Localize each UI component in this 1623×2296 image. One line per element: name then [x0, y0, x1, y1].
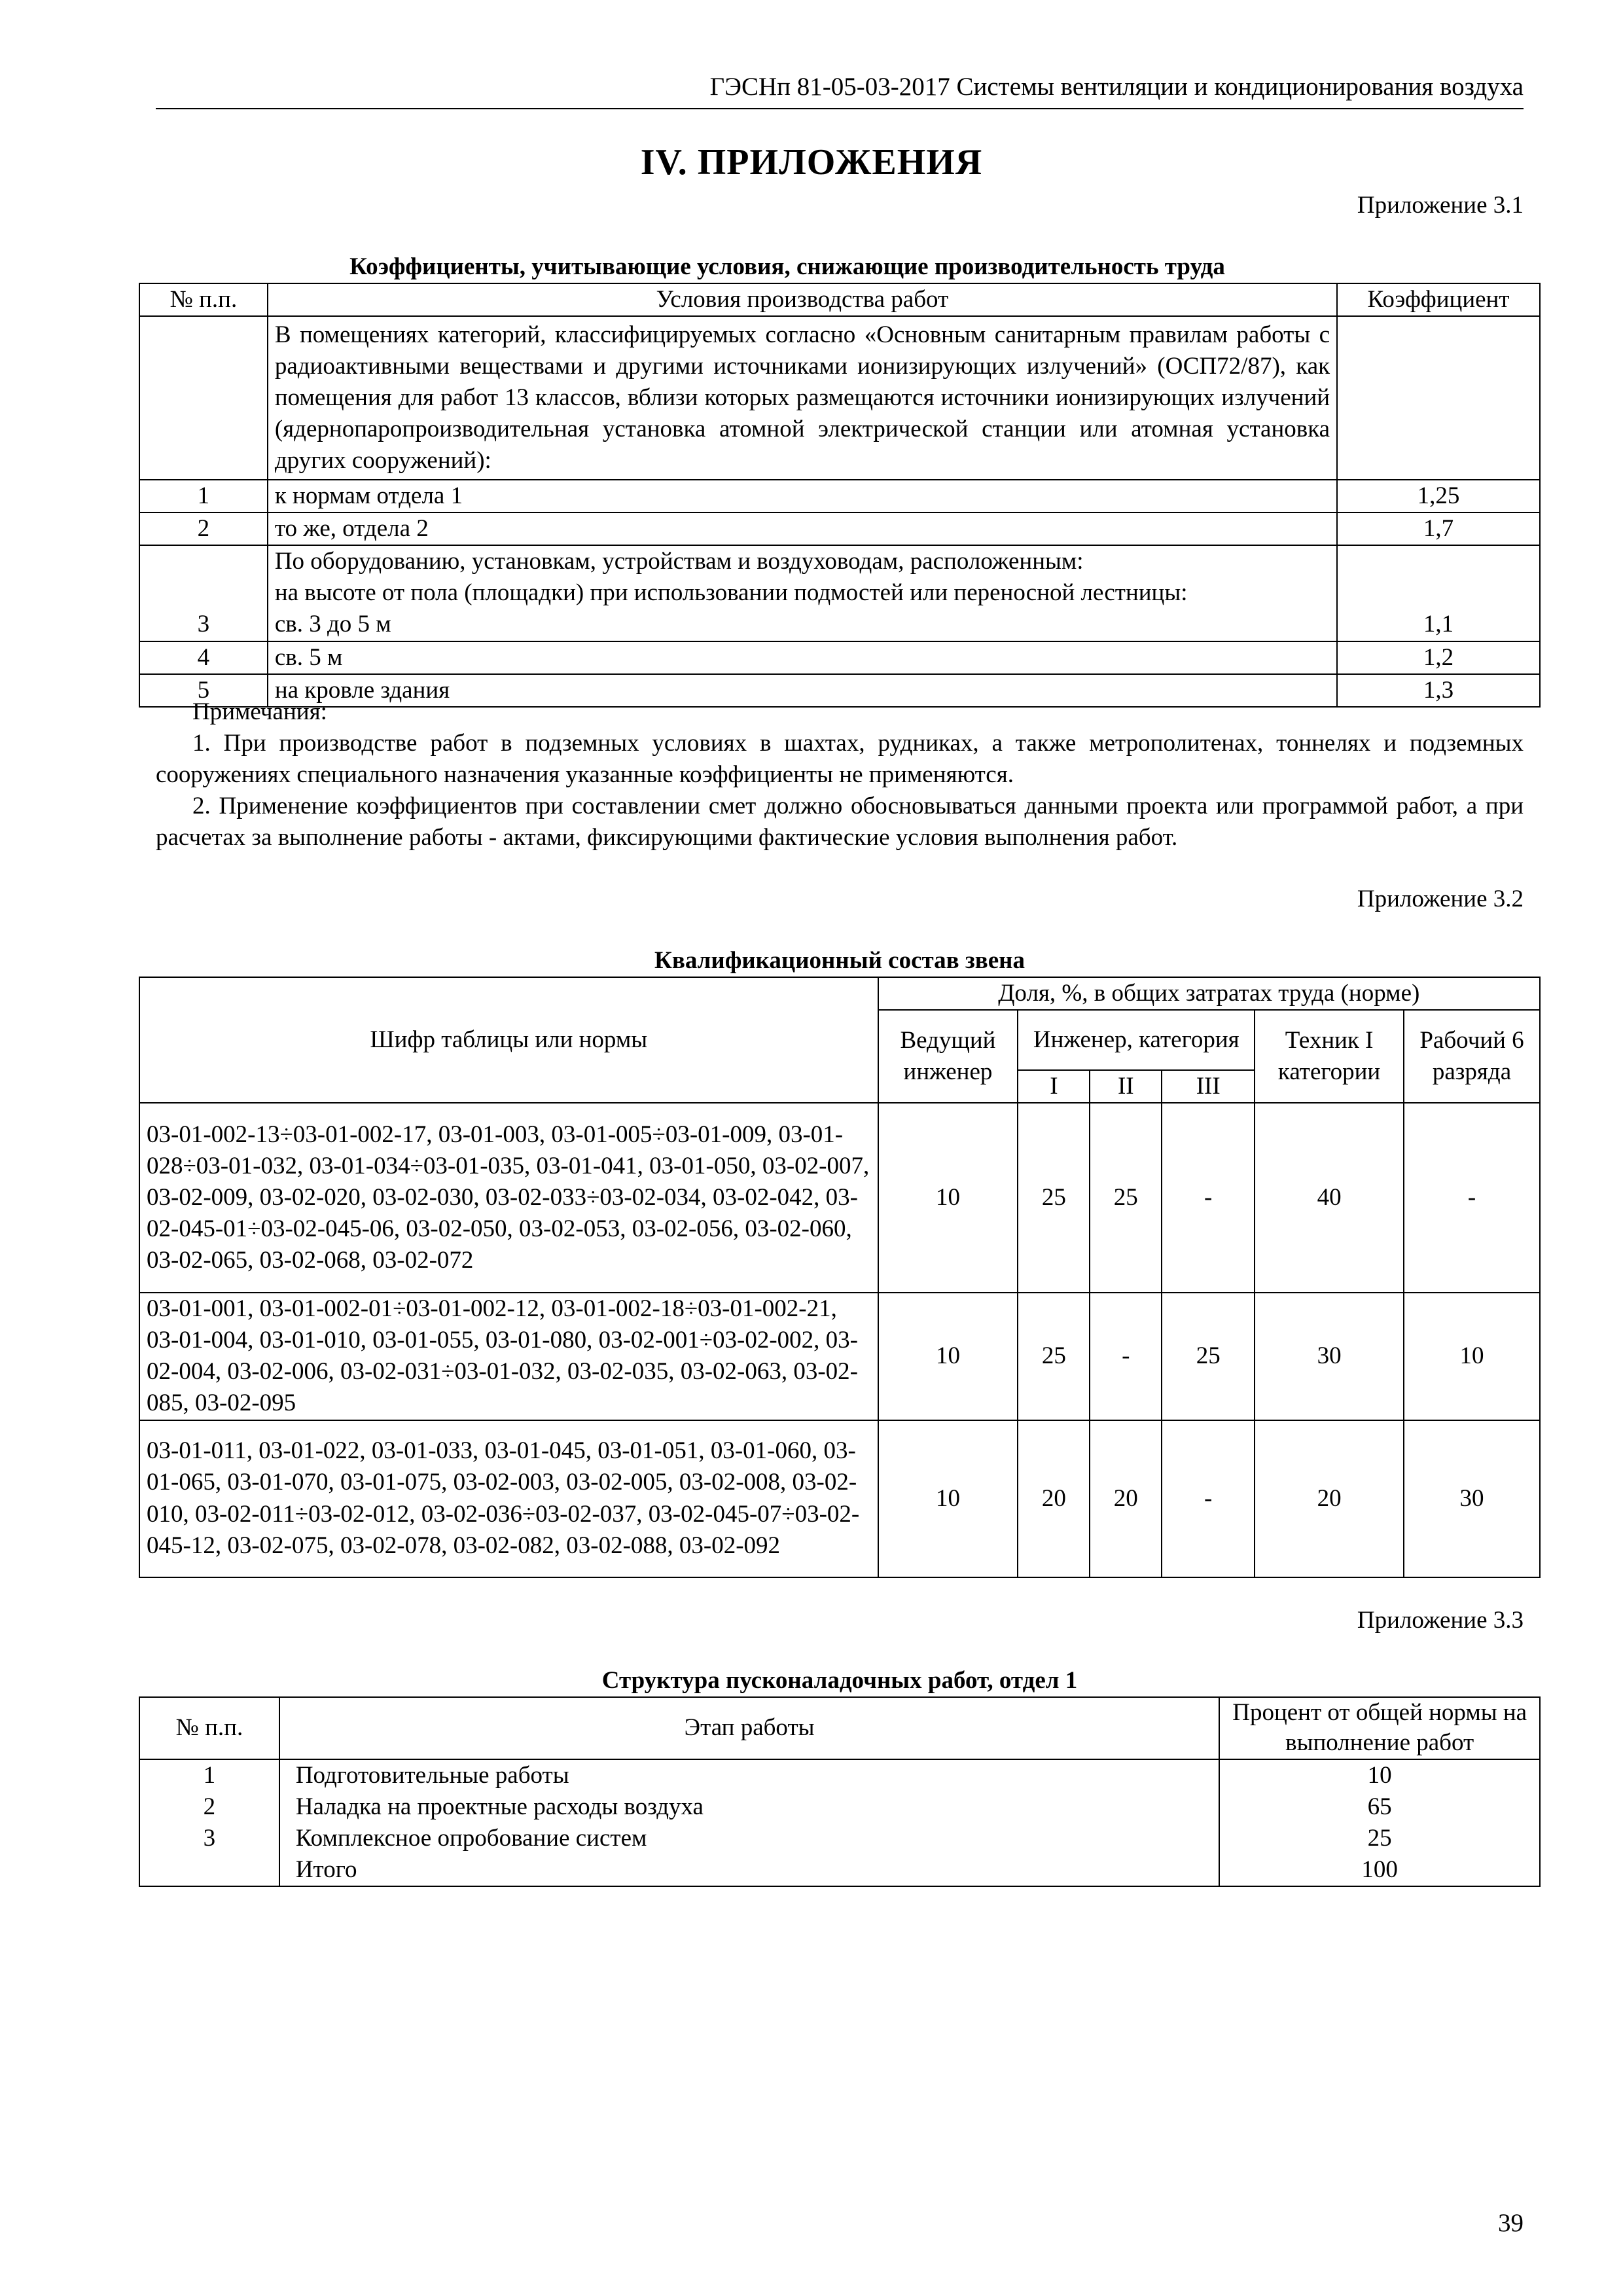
cat1-share: 20: [1018, 1420, 1090, 1577]
col-header-code: Шифр таблицы или нормы: [139, 977, 878, 1103]
row-coefficient: 1,2: [1337, 641, 1540, 674]
stage-percent: 65: [1367, 1793, 1392, 1820]
stage-names-cell: [279, 1759, 1220, 1886]
worker-share: -: [1404, 1103, 1540, 1293]
table-row: [139, 1420, 1540, 1577]
stage-num: 2: [203, 1793, 216, 1820]
stage-num: [147, 1854, 272, 1886]
equipment-height: св. 3 до 5 м: [274, 611, 391, 638]
row-condition: [268, 545, 1337, 641]
col-header-conditions: Условия производства работ: [268, 283, 1337, 316]
running-header: ГЭСНп 81-05-03-2017 Системы вентиляции и кондиционирования воздуха: [156, 71, 1524, 109]
appendix-3-2-title: Квалификационный состав звена: [654, 947, 1025, 974]
col-header-cat-2: II: [1090, 1070, 1162, 1103]
table-row: [139, 1103, 1540, 1293]
stage-numbers-cell: [139, 1759, 279, 1886]
table-row: [139, 641, 1540, 674]
stage-total-label: Итого: [295, 1856, 357, 1883]
appendix-3-3-label: Приложение 3.3: [1357, 1607, 1524, 1634]
stage-num: 3: [203, 1824, 216, 1852]
page-number: 39: [1498, 2209, 1524, 2237]
norm-codes: 03-01-002-13÷03-01-002-17, 03-01-003, 03-01-005÷03-01-009, 03-01-028÷03-01-032, 03-01-034÷03-01-035, 03-01-041, 03-01-050, 03-02-007, 03-02-009, 03-02-020, 03-02-030, 03-02-033÷03-02-034, 03-02-042, 03-02-045-01÷03-02-045-06, 03-02-050, 03-02-053, 03-02-056, 03-02-060, 03-02-065, 03-02-068, 03-02-072: [139, 1103, 878, 1293]
table-header-row: [139, 1697, 1540, 1759]
stage-name: Подготовительные работы: [295, 1761, 569, 1789]
stage-name: Наладка на проектные расходы воздуха: [295, 1793, 704, 1820]
equipment-line-1: По оборудованию, установкам, устройствам и воздуховодам, расположенным:: [274, 548, 1084, 575]
stage-percents-cell: [1219, 1759, 1540, 1886]
note-1: 1. При производстве работ в подземных условиях в шахтах, рудниках, а также метрополитенах, тоннелях и подземных сооружениях специального назначения указанные коэффициенты не применяются.: [156, 730, 1524, 789]
row-coefficient: 1,25: [1337, 480, 1540, 512]
table-row: [139, 1759, 1540, 1886]
commissioning-table: [139, 1696, 1541, 1887]
norm-codes: 03-01-001, 03-01-002-01÷03-01-002-12, 03-01-002-18÷03-01-002-21, 03-01-004, 03-01-010, 03-01-055, 03-01-080, 03-02-001÷03-02-002, 03-02-004, 03-02-006, 03-02-031÷03-01-032, 03-02-035, 03-02-063, 03-02-085, 03-02-095: [139, 1293, 878, 1420]
notes-block: [156, 696, 1524, 853]
table-row: [139, 316, 1540, 480]
lead-share: 10: [878, 1420, 1018, 1577]
row-condition: св. 5 м: [268, 641, 1337, 674]
cat3-share: -: [1162, 1420, 1255, 1577]
row-condition: к нормам отдела 1: [268, 480, 1337, 512]
row-condition: то же, отдела 2: [268, 512, 1337, 545]
cat3-share: 25: [1162, 1293, 1255, 1420]
col-header-cat-1: I: [1018, 1070, 1090, 1103]
col-header-coefficient: Коэффициент: [1337, 283, 1540, 316]
table-header-row: [139, 283, 1540, 316]
cat1-share: 25: [1018, 1293, 1090, 1420]
worker-share: 10: [1404, 1293, 1540, 1420]
cat1-share: 25: [1018, 1103, 1090, 1293]
note-2: 2. Применение коэффициентов при составлении смет должно обосновываться данными проекта или программой работ, а при расчетах за выполнение работы - актами, фиксирующими фактические условия выполнения работ.: [156, 793, 1524, 852]
stage-num: 1: [203, 1761, 216, 1789]
cat3-share: -: [1162, 1103, 1255, 1293]
tech-share: 40: [1255, 1103, 1404, 1293]
row-num: 5: [139, 674, 268, 707]
row-num: 2: [139, 512, 268, 545]
col-header-stage: Этап работы: [279, 1697, 1220, 1759]
col-header-technician: Техник I категории: [1255, 1010, 1404, 1103]
appendix-3-3-title: Структура пусконаладочных работ, отдел 1: [601, 1667, 1078, 1694]
cat2-share: 25: [1090, 1103, 1162, 1293]
equipment-line-2: на высоте от пола (площадки) при использовании подмостей или переносной лестницы:: [274, 579, 1188, 607]
appendix-3-1-label: Приложение 3.1: [1357, 192, 1524, 219]
cat2-share: -: [1090, 1293, 1162, 1420]
table-row: [139, 1293, 1540, 1420]
row-num: 3: [139, 545, 268, 641]
table-row: [139, 545, 1540, 641]
notes-heading: Примечания:: [192, 698, 327, 725]
stage-name: Комплексное опробование систем: [295, 1824, 647, 1852]
col-header-worker: Рабочий 6 разряда: [1404, 1010, 1540, 1103]
col-header-percent: Процент от общей нормы на выполнение работ: [1219, 1697, 1540, 1759]
row-condition: на кровле здания: [268, 674, 1337, 707]
norm-codes: 03-01-011, 03-01-022, 03-01-033, 03-01-045, 03-01-051, 03-01-060, 03-01-065, 03-01-070, 03-01-075, 03-02-003, 03-02-005, 03-02-008, 03-02-010, 03-02-011÷03-02-012, 03-02-036÷03-02-037, 03-02-045-07÷03-02-045-12, 03-02-075, 03-02-078, 03-02-082, 03-02-088, 03-02-092: [139, 1420, 878, 1577]
appendix-3-2-label: Приложение 3.2: [1357, 886, 1524, 912]
qualification-table: [139, 977, 1541, 1578]
table-row: [139, 512, 1540, 545]
col-header-share: Доля, %, в общих затратах труда (норме): [878, 977, 1541, 1010]
coefficients-table: [139, 283, 1541, 708]
stage-total-percent: 100: [1361, 1856, 1398, 1883]
appendix-3-1-title: Коэффициенты, учитывающие условия, снижающие производительность труда: [349, 253, 1225, 280]
col-header-num: № п.п.: [139, 283, 268, 316]
stage-percent: 25: [1367, 1824, 1392, 1852]
row-num: 1: [139, 480, 268, 512]
worker-share: 30: [1404, 1420, 1540, 1577]
tech-share: 30: [1255, 1293, 1404, 1420]
table-row: [139, 480, 1540, 512]
table-header-row: [139, 977, 1540, 1010]
col-header-lead-engineer: Ведущий инженер: [878, 1010, 1018, 1103]
row-coefficient: 1,1: [1337, 545, 1540, 641]
tech-share: 20: [1255, 1420, 1404, 1577]
row-coefficient: 1,3: [1337, 674, 1540, 707]
col-header-cat-3: III: [1162, 1070, 1255, 1103]
row-num: 4: [139, 641, 268, 674]
table-cell: [139, 316, 268, 480]
table-cell: [1337, 316, 1540, 480]
stage-percent: 10: [1367, 1761, 1392, 1789]
conditions-intro: В помещениях категорий, классифицируемых согласно «Основным санитарным правилам работы с радиоактивными веществами и другими источниками ионизирующих излучений» (ОСП72/87), как помещения для работ 13 классов, вблизи которых размещаются источники ионизирующих излучений (ядернопаропроизводительная установка атомной электрической станции или атомная установка других сооружений):: [268, 316, 1337, 480]
col-header-num: № п.п.: [139, 1697, 279, 1759]
lead-share: 10: [878, 1293, 1018, 1420]
lead-share: 10: [878, 1103, 1018, 1293]
section-title: IV. ПРИЛОЖЕНИЯ: [640, 142, 983, 183]
row-coefficient: 1,7: [1337, 512, 1540, 545]
col-header-engineer-category: Инженер, категория: [1018, 1010, 1255, 1070]
cat2-share: 20: [1090, 1420, 1162, 1577]
